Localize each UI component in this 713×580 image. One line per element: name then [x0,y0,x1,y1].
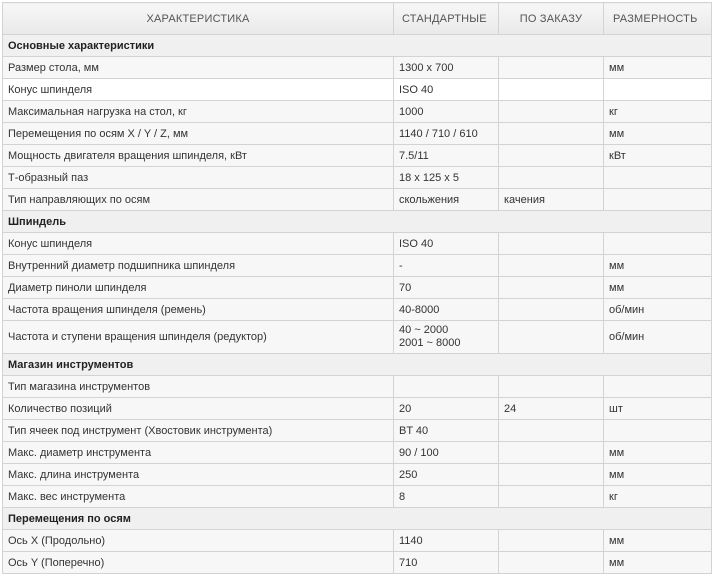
row-unit: кВт [604,145,712,167]
row-standard: 8 [394,486,499,508]
row-name: Частота вращения шпинделя (ремень) [3,299,394,321]
table-row [3,552,712,574]
row-standard: 250 [394,464,499,486]
spec-table [2,2,712,574]
row-order [499,420,604,442]
row-name: Тип магазина инструментов [3,376,394,398]
row-unit: мм [604,123,712,145]
row-name: Макс. диаметр инструмента [3,442,394,464]
section-title: Магазин инструментов [3,354,712,376]
row-unit: об/мин [604,321,712,354]
row-order [499,442,604,464]
section-title: Перемещения по осям [3,508,712,530]
table-row [3,189,712,211]
row-order [499,321,604,354]
section-header-row [3,211,712,233]
table-row [3,167,712,189]
section-header-row [3,35,712,57]
row-order [499,299,604,321]
table-row [3,233,712,255]
section-title: Основные характеристики [3,35,712,57]
row-order [499,376,604,398]
row-name: Количество позиций [3,398,394,420]
table-row [3,530,712,552]
row-name: Частота и ступени вращения шпинделя (редуктор) [3,321,394,354]
row-name: Т-образный паз [3,167,394,189]
row-standard: 90 / 100 [394,442,499,464]
row-standard: 7.5/11 [394,145,499,167]
row-order [499,145,604,167]
table-row [3,255,712,277]
header-standard: СТАНДАРТНЫЕ [394,3,499,35]
row-order [499,233,604,255]
row-standard: 40 ~ 2000 2001 ~ 8000 [394,321,499,354]
table-row [3,464,712,486]
row-unit: мм [604,530,712,552]
row-order [499,123,604,145]
row-name: Внутренний диаметр подшипника шпинделя [3,255,394,277]
table-row [3,123,712,145]
row-order: качения [499,189,604,211]
table-header-row [3,3,712,35]
table-row [3,398,712,420]
row-standard: ISO 40 [394,233,499,255]
row-name: Ось X (Продольно) [3,530,394,552]
row-standard: 1300 x 700 [394,57,499,79]
row-standard: 18 x 125 x 5 [394,167,499,189]
row-order [499,167,604,189]
row-name: Размер стола, мм [3,57,394,79]
row-standard: 710 [394,552,499,574]
row-name: Перемещения по осям X / Y / Z, мм [3,123,394,145]
row-order [499,530,604,552]
row-standard: 1140 / 710 / 610 [394,123,499,145]
row-unit [604,79,712,101]
row-standard: BT 40 [394,420,499,442]
row-name: Макс. длина инструмента [3,464,394,486]
row-order [499,57,604,79]
row-unit: об/мин [604,299,712,321]
row-standard: 70 [394,277,499,299]
table-row [3,145,712,167]
table-row [3,79,712,101]
row-name: Конус шпинделя [3,79,394,101]
row-unit [604,167,712,189]
table-row [3,57,712,79]
header-characteristic: ХАРАКТЕРИСТИКА [3,3,394,35]
row-standard: 1000 [394,101,499,123]
row-order [499,464,604,486]
row-name: Максимальная нагрузка на стол, кг [3,101,394,123]
row-name: Мощность двигателя вращения шпинделя, кВт [3,145,394,167]
row-name: Диаметр пиноли шпинделя [3,277,394,299]
table-row [3,277,712,299]
row-unit [604,233,712,255]
row-standard: - [394,255,499,277]
table-row [3,321,712,354]
table-row [3,376,712,398]
row-standard: 40-8000 [394,299,499,321]
section-header-row [3,508,712,530]
row-name: Тип направляющих по осям [3,189,394,211]
row-order [499,486,604,508]
section-title: Шпиндель [3,211,712,233]
row-unit [604,420,712,442]
row-name: Макс. вес инструмента [3,486,394,508]
row-standard [394,376,499,398]
section-header-row [3,354,712,376]
table-row [3,299,712,321]
row-name: Тип ячеек под инструмент (Хвостовик инструмента) [3,420,394,442]
row-unit: мм [604,464,712,486]
row-unit: шт [604,398,712,420]
row-unit: кг [604,101,712,123]
row-standard: скольжения [394,189,499,211]
row-unit: мм [604,552,712,574]
row-order [499,277,604,299]
row-order [499,101,604,123]
row-order [499,255,604,277]
table-row [3,101,712,123]
table-row [3,486,712,508]
row-name: Ось Y (Поперечно) [3,552,394,574]
row-order [499,552,604,574]
row-unit [604,189,712,211]
row-standard: 20 [394,398,499,420]
table-row [3,420,712,442]
row-unit: кг [604,486,712,508]
row-order: 24 [499,398,604,420]
header-on-order: ПО ЗАКАЗУ [499,3,604,35]
row-unit: мм [604,255,712,277]
row-unit [604,376,712,398]
row-unit: мм [604,277,712,299]
row-name: Конус шпинделя [3,233,394,255]
table-row [3,442,712,464]
row-unit: мм [604,57,712,79]
row-standard: 1140 [394,530,499,552]
row-standard: ISO 40 [394,79,499,101]
row-order [499,79,604,101]
row-unit: мм [604,442,712,464]
header-dimension: РАЗМЕРНОСТЬ [604,3,712,35]
